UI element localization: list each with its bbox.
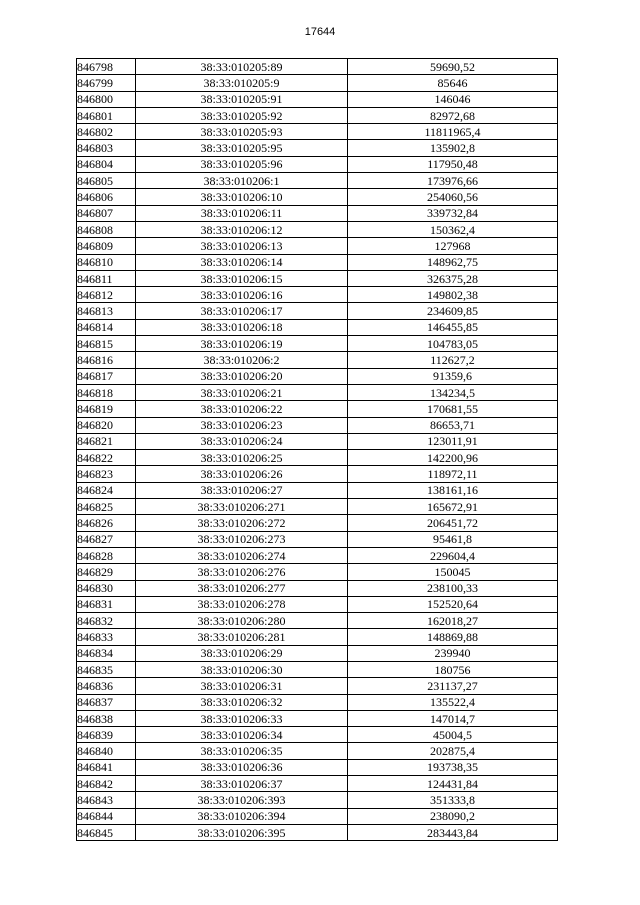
cadastral-value-cell: 254060,56 [348,189,558,205]
cadastral-number-cell: 38:33:010206:2 [136,352,348,368]
table-row [77,336,558,352]
cadastral-number-cell: 38:33:010206:276 [136,564,348,580]
cadastral-value-cell: 238100,33 [348,580,558,596]
table-row [77,270,558,286]
table-row [77,564,558,580]
cadastral-value-cell: 135522,4 [348,694,558,710]
cadastral-value-cell: 82972,68 [348,107,558,123]
cadastral-number-cell: 38:33:010206:281 [136,629,348,645]
cadastral-number-cell: 38:33:010206:32 [136,694,348,710]
table-row [77,596,558,612]
cadastral-value-cell: 165672,91 [348,499,558,515]
cadastral-number-cell: 38:33:010206:16 [136,287,348,303]
cadastral-number-cell: 38:33:010206:395 [136,824,348,840]
cadastral-value-cell: 124431,84 [348,776,558,792]
cadastral-value-cell: 118972,11 [348,466,558,482]
cadastral-number-cell: 38:33:010205:92 [136,107,348,123]
cadastral-number-cell: 38:33:010206:277 [136,580,348,596]
row-number-cell: 846808 [77,221,136,237]
row-number-cell: 846832 [77,613,136,629]
cadastral-value-cell: 135902,8 [348,140,558,156]
row-number-cell: 846811 [77,270,136,286]
cadastral-value-cell: 150362,4 [348,221,558,237]
cadastral-value-cell: 231137,27 [348,678,558,694]
cadastral-value-cell: 326375,28 [348,270,558,286]
cadastral-value-cell: 95461,8 [348,531,558,547]
cadastral-number-cell: 38:33:010206:20 [136,368,348,384]
table-row [77,59,558,75]
cadastral-value-cell: 193738,35 [348,759,558,775]
cadastral-number-cell: 38:33:010206:27 [136,482,348,498]
cadastral-value-cell: 147014,7 [348,710,558,726]
table-row [77,824,558,840]
table-row [77,613,558,629]
row-number-cell: 846843 [77,792,136,808]
cadastral-value-cell: 283443,84 [348,824,558,840]
table-row [77,107,558,123]
cadastral-number-cell: 38:33:010206:280 [136,613,348,629]
table-body [77,59,558,841]
cadastral-number-cell: 38:33:010205:95 [136,140,348,156]
table-row [77,547,558,563]
row-number-cell: 846845 [77,824,136,840]
cadastral-value-cell: 170681,55 [348,401,558,417]
table-row [77,401,558,417]
cadastral-value-cell: 238090,2 [348,808,558,824]
row-number-cell: 846817 [77,368,136,384]
cadastral-value-cell: 134234,5 [348,384,558,400]
row-number-cell: 846831 [77,596,136,612]
table-row [77,661,558,677]
cadastral-number-cell: 38:33:010206:30 [136,661,348,677]
cadastral-number-cell: 38:33:010206:37 [136,776,348,792]
cadastral-value-cell: 127968 [348,238,558,254]
row-number-cell: 846844 [77,808,136,824]
cadastral-value-cell: 91359,6 [348,368,558,384]
cadastral-value-cell: 148962,75 [348,254,558,270]
cadastral-value-cell: 162018,27 [348,613,558,629]
cadastral-number-cell: 38:33:010206:21 [136,384,348,400]
cadastral-number-cell: 38:33:010206:393 [136,792,348,808]
row-number-cell: 846824 [77,482,136,498]
table-row [77,678,558,694]
cadastral-number-cell: 38:33:010206:14 [136,254,348,270]
cadastral-value-cell: 45004,5 [348,727,558,743]
row-number-cell: 846830 [77,580,136,596]
cadastral-number-cell: 38:33:010206:22 [136,401,348,417]
row-number-cell: 846839 [77,727,136,743]
cadastral-number-cell: 38:33:010206:24 [136,433,348,449]
cadastral-number-cell: 38:33:010205:91 [136,91,348,107]
table-row [77,91,558,107]
cadastral-value-cell: 148869,88 [348,629,558,645]
cadastral-value-cell: 351333,8 [348,792,558,808]
table-row [77,75,558,91]
table-row [77,710,558,726]
cadastral-number-cell: 38:33:010206:34 [136,727,348,743]
table-row [77,173,558,189]
row-number-cell: 846838 [77,710,136,726]
table-row [77,189,558,205]
cadastral-number-cell: 38:33:010206:29 [136,645,348,661]
table-row [77,140,558,156]
row-number-cell: 846828 [77,547,136,563]
cadastral-number-cell: 38:33:010205:9 [136,75,348,91]
cadastral-value-cell: 339732,84 [348,205,558,221]
row-number-cell: 846837 [77,694,136,710]
table-row [77,319,558,335]
row-number-cell: 846812 [77,287,136,303]
table-row [77,466,558,482]
cadastral-value-cell: 142200,96 [348,450,558,466]
cadastral-number-cell: 38:33:010206:35 [136,743,348,759]
table-row [77,694,558,710]
row-number-cell: 846810 [77,254,136,270]
row-number-cell: 846833 [77,629,136,645]
row-number-cell: 846816 [77,352,136,368]
cadastral-value-cell: 85646 [348,75,558,91]
row-number-cell: 846826 [77,515,136,531]
table-row [77,645,558,661]
table-row [77,156,558,172]
page-number: 17644 [304,26,336,38]
table-row [77,238,558,254]
cadastral-value-cell: 202875,4 [348,743,558,759]
row-number-cell: 846834 [77,645,136,661]
table-row [77,499,558,515]
table-row [77,205,558,221]
cadastral-number-cell: 38:33:010206:25 [136,450,348,466]
row-number-cell: 846803 [77,140,136,156]
table-row [77,124,558,140]
table-row [77,368,558,384]
cadastral-value-cell: 123011,91 [348,433,558,449]
cadastral-value-cell: 206451,72 [348,515,558,531]
row-number-cell: 846841 [77,759,136,775]
row-number-cell: 846825 [77,499,136,515]
row-number-cell: 846815 [77,336,136,352]
table-row [77,580,558,596]
cadastral-number-cell: 38:33:010206:394 [136,808,348,824]
cadastral-number-cell: 38:33:010205:96 [136,156,348,172]
table-row [77,759,558,775]
table-row [77,808,558,824]
cadastral-number-cell: 38:33:010206:278 [136,596,348,612]
row-number-cell: 846813 [77,303,136,319]
cadastral-number-cell: 38:33:010206:18 [136,319,348,335]
table-row [77,776,558,792]
cadastral-value-cell: 173976,66 [348,173,558,189]
cadastral-value-cell: 180756 [348,661,558,677]
row-number-cell: 846801 [77,107,136,123]
cadastral-value-cell: 138161,16 [348,482,558,498]
table-row [77,482,558,498]
cadastral-value-cell: 149802,38 [348,287,558,303]
row-number-cell: 846805 [77,173,136,189]
row-number-cell: 846798 [77,59,136,75]
table-row [77,515,558,531]
table-row [77,629,558,645]
cadastral-value-cell: 152520,64 [348,596,558,612]
row-number-cell: 846807 [77,205,136,221]
cadastral-number-cell: 38:33:010206:23 [136,417,348,433]
cadastral-number-cell: 38:33:010206:36 [136,759,348,775]
table-row [77,287,558,303]
cadastral-number-cell: 38:33:010206:17 [136,303,348,319]
table-row [77,531,558,547]
table-row [77,303,558,319]
cadastral-number-cell: 38:33:010206:10 [136,189,348,205]
cadastral-number-cell: 38:33:010206:12 [136,221,348,237]
row-number-cell: 846821 [77,433,136,449]
cadastral-value-cell: 86653,71 [348,417,558,433]
table-row [77,450,558,466]
cadastral-value-cell: 59690,52 [348,59,558,75]
row-number-cell: 846818 [77,384,136,400]
row-number-cell: 846823 [77,466,136,482]
cadastral-value-cell: 229604,4 [348,547,558,563]
row-number-cell: 846804 [77,156,136,172]
cadastral-number-cell: 38:33:010206:33 [136,710,348,726]
cadastral-value-cell: 11811965,4 [348,124,558,140]
cadastral-value-cell: 117950,48 [348,156,558,172]
row-number-cell: 846842 [77,776,136,792]
cadastral-value-cell: 146455,85 [348,319,558,335]
cadastral-number-cell: 38:33:010206:273 [136,531,348,547]
row-number-cell: 846835 [77,661,136,677]
cadastral-number-cell: 38:33:010206:19 [136,336,348,352]
cadastral-number-cell: 38:33:010206:15 [136,270,348,286]
cadastral-value-cell: 146046 [348,91,558,107]
cadastral-value-cell: 234609,85 [348,303,558,319]
row-number-cell: 846836 [77,678,136,694]
cadastral-value-cell: 104783,05 [348,336,558,352]
table-row [77,417,558,433]
cadastral-number-cell: 38:33:010206:11 [136,205,348,221]
cadastral-number-cell: 38:33:010206:26 [136,466,348,482]
row-number-cell: 846802 [77,124,136,140]
cadastral-number-cell: 38:33:010206:272 [136,515,348,531]
cadastral-number-cell: 38:33:010206:274 [136,547,348,563]
cadastral-value-table [76,58,558,841]
table-row [77,743,558,759]
table-row [77,352,558,368]
table-row [77,433,558,449]
cadastral-number-cell: 38:33:010206:271 [136,499,348,515]
row-number-cell: 846814 [77,319,136,335]
row-number-cell: 846806 [77,189,136,205]
cadastral-value-cell: 112627,2 [348,352,558,368]
cadastral-number-cell: 38:33:010205:93 [136,124,348,140]
table-row [77,254,558,270]
cadastral-number-cell: 38:33:010206:31 [136,678,348,694]
row-number-cell: 846819 [77,401,136,417]
row-number-cell: 846809 [77,238,136,254]
row-number-cell: 846827 [77,531,136,547]
cadastral-value-cell: 150045 [348,564,558,580]
table-row [77,727,558,743]
cadastral-number-cell: 38:33:010205:89 [136,59,348,75]
row-number-cell: 846799 [77,75,136,91]
cadastral-number-cell: 38:33:010206:1 [136,173,348,189]
table-row [77,792,558,808]
row-number-cell: 846829 [77,564,136,580]
table-row [77,384,558,400]
row-number-cell: 846820 [77,417,136,433]
row-number-cell: 846822 [77,450,136,466]
table-row [77,221,558,237]
row-number-cell: 846840 [77,743,136,759]
cadastral-value-cell: 239940 [348,645,558,661]
cadastral-number-cell: 38:33:010206:13 [136,238,348,254]
row-number-cell: 846800 [77,91,136,107]
